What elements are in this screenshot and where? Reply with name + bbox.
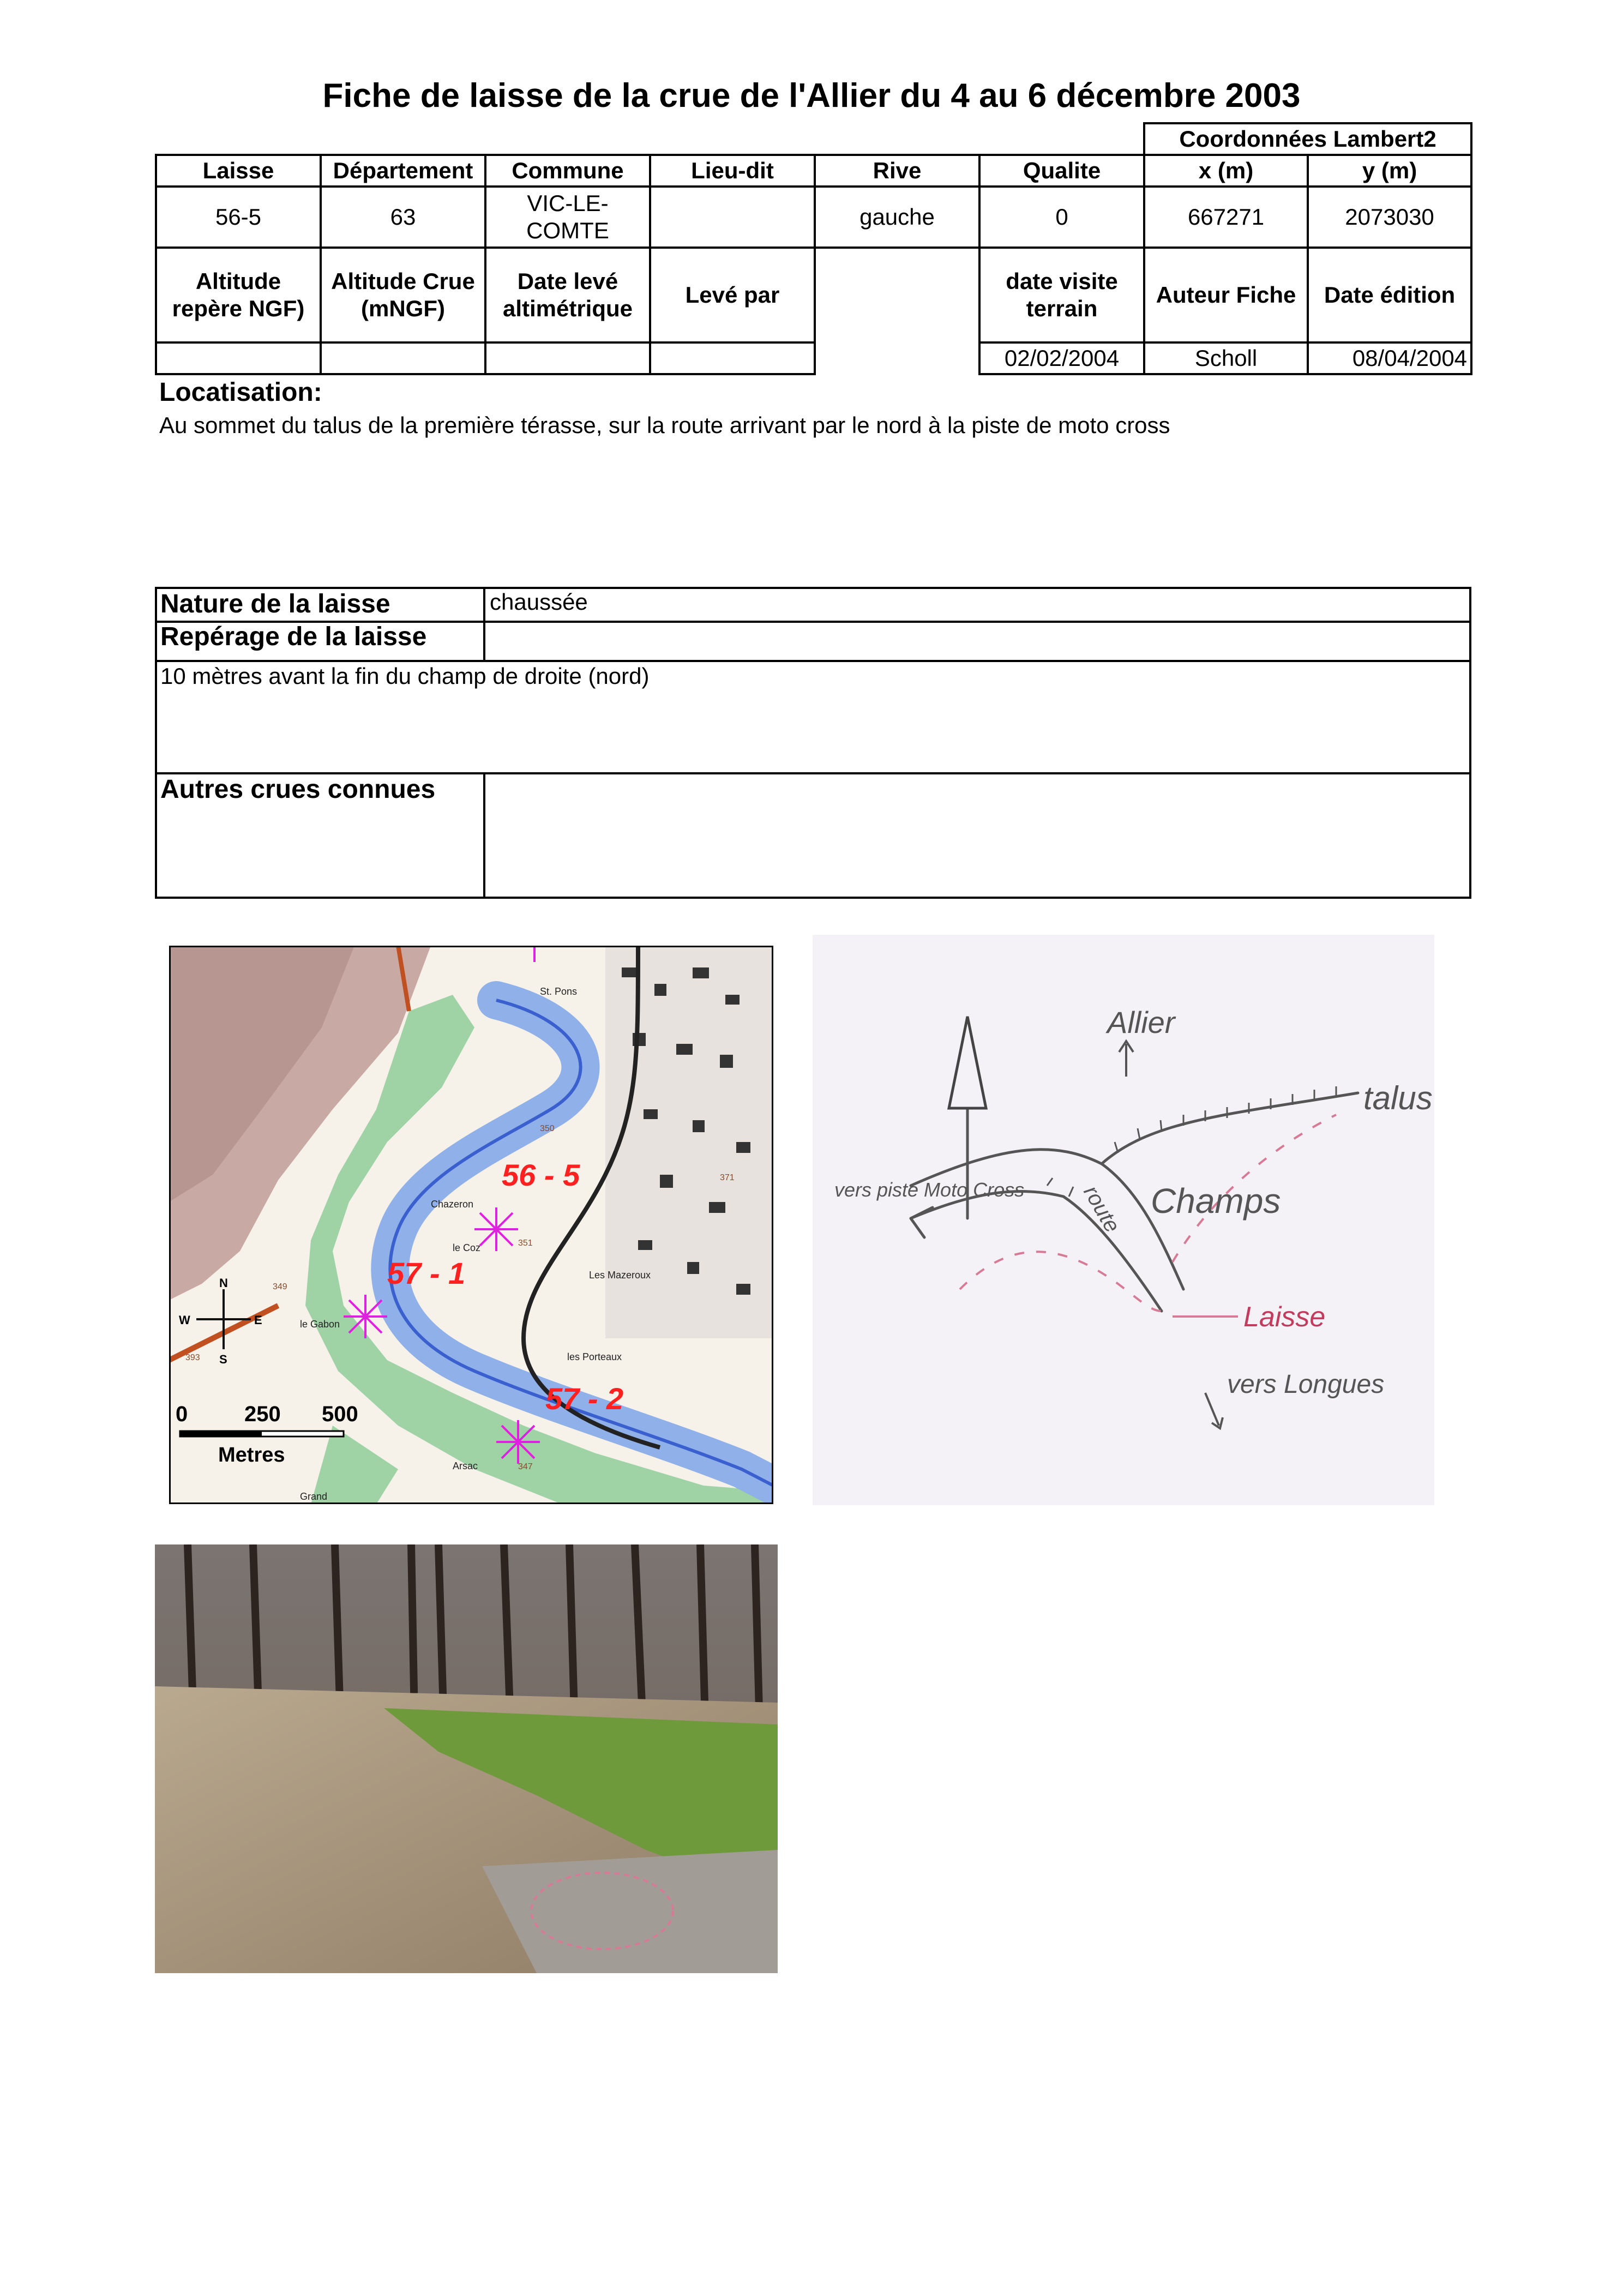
site-photo: [155, 1544, 778, 1973]
qualite-header: Qualite: [979, 155, 1144, 187]
altitude-repere-header: Altitude repère NGF): [156, 248, 321, 342]
reperage-description: 10 mètres avant la fin du champ de droite (nord): [160, 663, 650, 689]
topographic-map: [169, 946, 773, 1504]
rive-value: gauche: [815, 187, 979, 248]
map-place-4: Grand: [300, 1491, 328, 1502]
y-header: y (m): [1308, 155, 1471, 187]
svg-text:S: S: [219, 1353, 227, 1366]
laisse-value: 56-5: [156, 187, 321, 248]
qualite-value: 0: [979, 187, 1144, 248]
nature-value: chaussée: [490, 589, 588, 615]
map-height-2: 351: [518, 1239, 533, 1248]
date-visite-header: date visite terrain: [979, 248, 1144, 342]
date-leve-header: Date levé altimétrique: [485, 248, 650, 342]
autres-label: Autres crues connues: [160, 775, 436, 804]
map-place-1: les Porteaux: [567, 1351, 622, 1362]
lieu-dit-header: Lieu-dit: [650, 155, 815, 187]
map-height-1: 350: [540, 1124, 555, 1133]
svg-text:N: N: [219, 1276, 228, 1290]
scale-500: 500: [322, 1402, 358, 1426]
y-value: 2073030: [1308, 187, 1471, 248]
departement-value: 63: [321, 187, 485, 248]
map-height-3: 349: [273, 1282, 287, 1291]
auteur-header: Auteur Fiche: [1144, 248, 1308, 342]
leve-par-value: [650, 342, 815, 374]
map-height-6: 393: [185, 1353, 200, 1362]
sketch-label-laisse: Laisse: [1243, 1301, 1326, 1333]
coord-header: Coordonnées Lambert2: [1144, 123, 1471, 155]
altitude-repere-value: [156, 342, 321, 374]
sketch-label-champs: Champs: [1151, 1181, 1281, 1221]
svg-text:E: E: [254, 1313, 262, 1327]
map-place-2: le Gabon: [300, 1319, 340, 1330]
map-place-3: Arsac: [453, 1460, 478, 1471]
x-header: x (m): [1144, 155, 1308, 187]
map-place-7: St. Pons: [540, 986, 578, 997]
altitude-crue-value: [321, 342, 485, 374]
rive-header: Rive: [815, 155, 979, 187]
date-edition-header: Date édition: [1308, 248, 1471, 342]
map-height-4: 347: [518, 1462, 533, 1471]
map-height-5: 371: [720, 1173, 735, 1182]
date-leve-value: [485, 342, 650, 374]
scale-250: 250: [244, 1402, 281, 1426]
info-table: [155, 122, 1472, 375]
map-marker-56-5: 56 - 5: [502, 1158, 580, 1192]
commune-value: VIC-LE-COMTE: [485, 187, 650, 248]
map-marker-57-1: 57 - 1: [387, 1256, 466, 1290]
departement-header: Département: [321, 155, 485, 187]
nature-label: Nature de la laisse: [160, 590, 390, 618]
scale-unit: Metres: [218, 1444, 285, 1466]
site-sketch: [813, 935, 1434, 1505]
leve-par-header: Levé par: [650, 248, 815, 342]
map-place-6: Les Mazeroux: [589, 1270, 651, 1281]
altitude-crue-header: Altitude Crue (mNGF): [321, 248, 485, 342]
sketch-label-allier: Allier: [1107, 1005, 1175, 1039]
map-marker-57-2: 57 - 2: [545, 1381, 624, 1416]
sketch-label-route: route: [1079, 1181, 1125, 1237]
auteur-value: Scholl: [1144, 342, 1308, 374]
localisation-text: Au sommet du talus de la première térasse, sur la route arrivant par le nord à la piste de moto cross: [159, 412, 1170, 438]
laisse-header: Laisse: [156, 155, 321, 187]
lieu-dit-value: [650, 187, 815, 248]
sketch-label-vers-piste: vers piste Moto Cross: [834, 1179, 1025, 1201]
localisation-label: Locatisation:: [159, 378, 322, 407]
sketch-label-talus: talus: [1363, 1080, 1433, 1116]
x-value: 667271: [1144, 187, 1308, 248]
date-visite-value: 02/02/2004: [979, 342, 1144, 374]
reperage-label: Repérage de la laisse: [160, 622, 427, 651]
page-title: Fiche de laisse de la crue de l'Allier du 4 au 6 décembre 2003: [322, 77, 1301, 115]
map-place-8: le Coz: [453, 1242, 481, 1253]
sketch-label-vers-longues: vers Longues: [1227, 1370, 1385, 1399]
date-edition-value: 08/04/2004: [1308, 342, 1471, 374]
svg-text:W: W: [179, 1313, 190, 1327]
scale-0: 0: [176, 1402, 188, 1426]
commune-header: Commune: [485, 155, 650, 187]
map-place-5: Chazeron: [431, 1199, 474, 1210]
